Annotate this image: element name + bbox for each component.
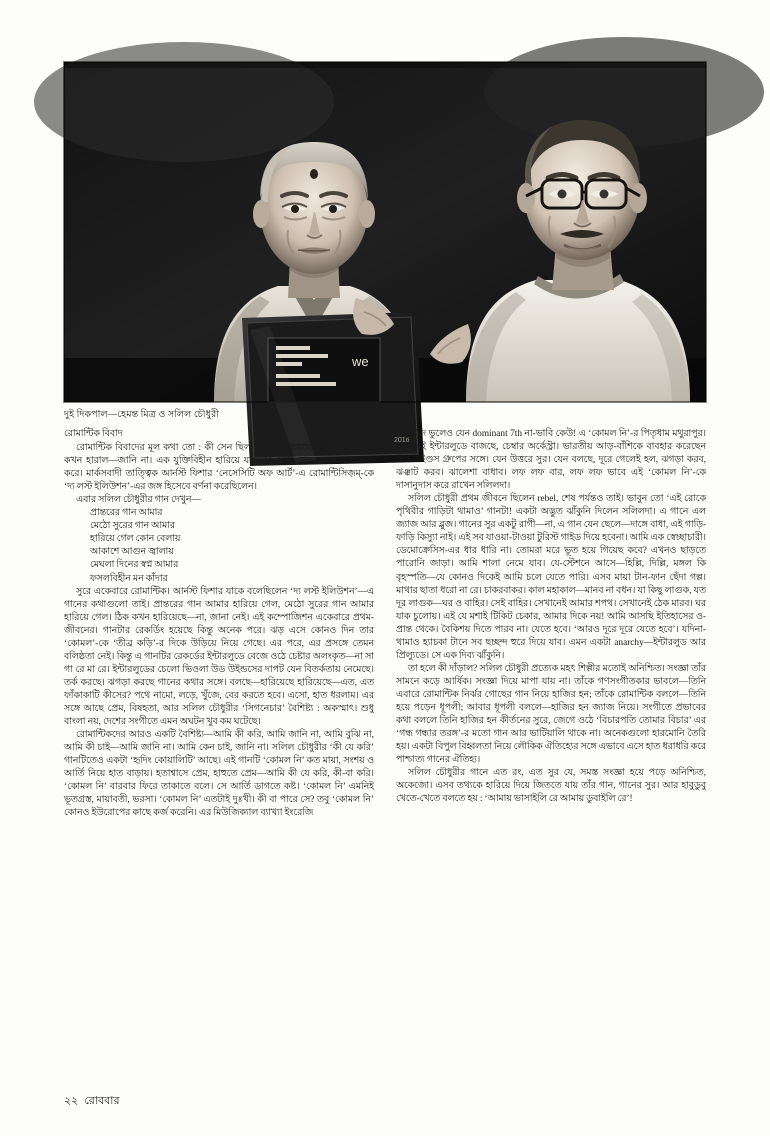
verse-line: হারিয়ে গেল কোন বেলায় [90,534,181,545]
paragraph: এবার সলিল চৌধুরীর গান দেখুন— [76,495,201,506]
verse-line: মেঠো সুরের গান আমার [90,521,175,532]
verse-line: মেঘলা দিনের স্বপ্ন আমার [90,560,179,571]
paragraph: সুরে একেবারে রোমান্টিক। আর্নস্ট ফিশার যাকে বলেছিলেন ‘দ্য লস্ট ইলিউশন’—এ গানের কথাগুলো তাই। প্রান্তরের গান আমার হারিয়ে গেল, মেঠো সুরের গান আমার হারিয়ে গেল। ঠিক কখন হারিয়েছে—না, জানা নেই। এই কম্পোজিশন একেবারে প্রথম-জীবনের। গানটার রেকর্ডিং হয়েছে কিন্তু অনেক পরে। ঝড় এসে কোনও দিন তার ‘কোমল’-কে ‘তীব্র কড়ি’-র দিকে উড়িয়ে নিয়ে গেছে। এর পরে, এর প্রসঙ্গে তেমন বলিষ্ঠতা নেই। কিন্তু এ গানটির রেকর্ডের ইন্টারলুডে বেজে ওঠে চেষ্টার অলংকৃত—না সা গা রে মা রে। ইন্টারলুডের চেলো ভিওলা উড উইন্ডসের দাপট যেন বিতর্কতায় নেমেছে। তর্ক করছে। ঝগড়া করছে গানের কথার সঙ্গে। বলছে—হারিয়েছে হারিয়েছে—এত, এত ফাঁকাকাটি কীসের? পথে নামো, লড়ে, খুঁজে, বের করতে হবে। এসো, হাত ধরলাম। এর সঙ্গে আছে প্রেম, বিষহতা, আর সলিল চৌধুরীর ‘সিগনেচার’ বৈশিষ্ট্য : অকস্মাৎ। শুধু বাংলা নয়, দেশের সংগীতে এমন অঘটন খুব কম ঘটেছে। [64,586,374,728]
paragraph: রোমান্টিকদের আরও একটি বৈশিষ্ট্য—আমি কী করি, আমি জানি না, আমি বুঝি না, আমি কী চাই—আমি জানি না। আমি কেন চাই, জানি না। সলিল চৌধুরীর ‘কী যে করি’ গানটিতেও একটা ‘হৃদিং কোয়ালিটি’ আছে। এই গানটি ‘কোমল নি’ কত মায়া, সংশয় ও আর্তি নিয়ে হাত বাড়ায়। হতাশ্বাসে প্রেম, হাহুতে প্রেম—আমি কী যে করি, কী-বা করি। ‘কোমল নি’ বারবার ফিরে তাকাতে বলে। সে আর্তি ডাগতে কষ্ট। ‘কোমল নি’ এমনিই ভূতগ্রস্ত, মায়াবতী, ভরসা। ‘কোমল নি’ এতটাই দুঃখী। কী বা পারে সে? তবু ‘কোমল নি’ কোনও ইউরোপের কাছে কর্জ করেনি। এর মিউজিক্যাল ব্যাখ্যা ইংরেজি [64,730,374,819]
svg-text:we: we [352,354,369,369]
paragraph: অনুবাদে ভুলেও যেন dominant 7th না-ভাবি কেউ! এ ‘কোমল নি’-র পিতৃধাম মথুরাপুর। এখানেই ইন্টারলুডে বাজছে, চেম্বার অর্কেস্ট্রা। ভারতীয় আড়-বাঁশিকে বাবহার করেছেন উড উইণ্ডস গ্রুপের সঙ্গে। যেন উত্তরে সুর। যেন বলছে, দূরে গেলেই হল, ঝগড়া করব, ঝঞ্ঝাট করব। ঝালেশা বাধাব। লফ লফ বার, লফ লফ ভাবে এই ‘কোমল নি’-কে দাসানুদাস করে রাখেন সলিলদা। [396,429,706,492]
left-column [64,428,374,1074]
right-column [396,428,706,1074]
verse-line: প্রান্তরের গান আমার [90,508,163,519]
page-footer [64,1092,706,1111]
paragraph: রোমান্টিক বিবাদের মূল কথা তো : কী সেন ছিল, হারিয়ে গিয়েছে। কীভাবে হারাল/কখন হারাল—জানি না। এক যুক্তিবিহীন হারিয়ে যাওয়ার বোধ ভেতরে-ভেতরে কাজ করে। মার্কসবাদী তাত্ত্বিক আর্নস্ট ফিশার ‘নেসেসিটি অফ আর্ট’-এ রোমান্টিসিজ়ম্‌-কে ‘দ্য লস্ট ইলিউশন’-এর জঙ্গ হিসেবে বর্ণনা করেছিলেন। [64,443,374,493]
article-body [64,428,706,1074]
page-number: ২২ [64,1095,79,1107]
paragraph: সলিল চৌধুরী প্রথম জীবনে ছিলেন rebel, শেষ পর্যন্তও তাই। ভাবুন তো ‘এই রোকে পৃথিবীর গাড়িটা থামাও’ গানটা! একটা অদ্ভুত ঝাঁকুনি দিলেন সলিলদা। এ গানে এল জ্যাজ আর ব্লুজ। গানের সুর একটু রাগী—না, এ গান যেন ছেলে—দাঙ্গে বাধা, এই গাড়ি-ফাড়ি কিস্যুা নাই। এই সব যাওয়া-টাওয়া টুরিস্ট গাইড দিয়ে হবেনা। আমি এক স্বেচ্ছাচারী। ডেমোক্রেসিস-এর ধার ধারি না। তোমরা মরে ভূত হয়ে গিয়েছ কবে? এখনও ছাড়তে পারোনি জাড়া। আমি শালা নেমে যাব। যে-স্টেশনে আসে—হিল্লি, দিল্লি, মঙ্গল কি বৃহস্পতি—যে কোনও দিকেই আমি চলে যেতে পারি। এসব মায়া টান-ফান ছেঁদা গল্প। মাথার ছাতা ধরো না রে। চাকরবাকর। কাল মহাকাল—মানব না বধন। যা কিছু লাগুক, যত দূর লাগুক—ঘর ও বাহির। সেই বাহির। সেখানেই আমার শপথ। সেখানেই ঠেক মারব। ঘর যাক চুলোয়। এই যে মশাই টিকিট চেকার, আমার দিকে নয়! আমি আসছি ইতিহাসের ও-প্রান্ত থেকে। বৈকিশয় দিতে পারব না। যেতে হবে। ‘আরও দূরে দূরে যেতে হবে’। যদিনা-থামাও হ্যাচকা টানে সব ছচ্ছন্দ হুরে দিয়ে যাব। এমন একটা anarchy—ইন্টারলুড আর প্রিল্যুডে। সে এক দিব্য ঝাঁকুনি। [396,494,706,661]
paragraph: তা হলে কী দাঁড়াল? সলিল চৌধুরী প্রত্যেক মহৎ শিল্পীর মতোই অনিশ্চিত। সংজ্ঞা তাঁর সামনে কড়ে আর্ষিক। সংজ্ঞা দিয়ে মাপা যায় না। তাঁকে গণসংগীতকার ভাবলে—তিনি এবারে রোমান্টিক নির্ঝর গোছের গান নিয়ে হাজির হন; তাঁকে রোমান্টিক বললে—তিনি হয়ে পড়েন ধূপলী; আবার ধূপলী বললে—হাজির হন জ্যাজ নিয়ে। সংগীতে প্রভাবের কথা বললে তিনি হাজির হন কীর্তনের সুরে, জেগে ওঠে ‘বিচারপতি তোমার বিচার’ এর ‘গন্ধ গন্ধার তরঙ্গ’-র মতো গান আর ভাটিয়ালি থাকে না। অনেকগুলো হারমোনি তৈরি হয়। একটা বিপুল বিহ্বলতা নিয়ে লৌকিক ঐতিহ্যের সঙ্গে এভাবে এসে হাত ধরাধরি করে পাশ্চাত্য গানের ঐতিহ্য। [396,663,706,766]
magazine-name: রোববার [84,1095,120,1107]
article-heading: রোমান্টিক বিবাদ [64,429,123,439]
verse-line: আকাশে আগুন জ্বালায় [90,547,174,558]
svg-text:2016: 2016 [394,437,410,444]
verse-line: ফসলবিহীন মন কাঁদার [90,573,168,584]
paragraph: সলিল চৌধুরীর গানে এত রং, এত সুর যে, সমস্ত সংজ্ঞা হয়ে পড়ে অনিশ্চিত, অকেজো। এসব তথ্যকে হারিয়ে দিয়ে জিততে যায় তাঁর গান, গানের সুর। আর হাবুডুবু খেতে-খেতে বলতে হয় : ‘আমায় ভাসাইলি রে আমায় ডুবাইলি রে’! [396,768,706,805]
photo-caption: দুই দিকপাল—হেমন্ত মিত্র ও সলিল চৌধুরী [64,410,220,420]
verse-block [64,507,374,585]
